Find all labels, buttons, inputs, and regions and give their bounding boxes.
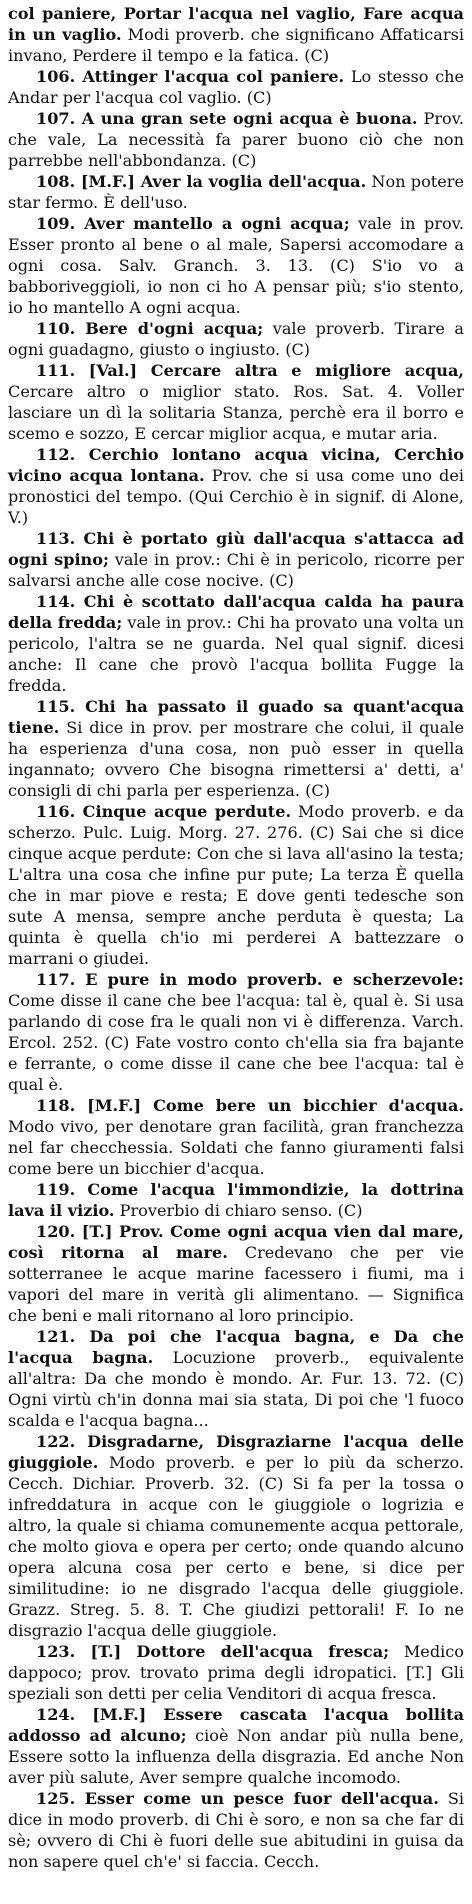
entry-number: 118. <box>36 1096 76 1115</box>
dictionary-entry <box>8 1431 464 1641</box>
entry-headword: Da poi che l'acqua bagna, e Da che l'acqua bagna. <box>8 1327 464 1367</box>
entry-text: Modo proverb. e da scherzo. Pulc. Luig. Morg. 27. 276. (C) Sai che si dice cinque acque perdute: Con che si lava all'asino la testa; L'altra una cosa che infine pur pute; La terza È quella che in mar piove e resta; E dove genti tedesche son sute A mensa, sempre anche perduta è questa; La quinta è quella ch'io mi perderei A battezzare o marrani o giudei. <box>8 802 464 968</box>
dictionary-entry <box>8 528 464 591</box>
entry-headword: Bere d'ogni acqua; <box>75 319 264 338</box>
entry-headword: [T.] Dottore dell'acqua fresca; <box>75 1642 390 1661</box>
entry-headword: Cinque acque perdute. <box>75 802 292 821</box>
entry-text: Lo stesso che Andar per l'acqua col vaglio. (C) <box>8 67 465 107</box>
entry-number: 106. <box>36 67 76 86</box>
dictionary-entry <box>8 1179 464 1221</box>
entry-number: 107. <box>36 109 76 128</box>
entry-headword: [M.F.] Essere cascata l'acqua bollita addosso ad alcuno; <box>8 1705 464 1745</box>
entry-headword: Esser come un pesce fuor dell'acqua. <box>75 1789 439 1808</box>
entry-text: Prov. che si usa come uno dei pronostici del tempo. (Qui Cerchio è in signif. di Alone, V.) <box>8 466 464 527</box>
entry-text: Si dice in modo proverb. di Chi è soro, e non sa che far di sè; ovvero di Chi è fuori delle sue abitudini in guisa da non sapere quel ch'e' si faccia. Cecch. <box>8 1789 464 1871</box>
dictionary-entry <box>8 591 464 696</box>
entry-headword: [M.F.] Come bere un bicchier d'acqua. <box>75 1096 464 1115</box>
dictionary-entry <box>8 213 464 318</box>
dictionary-entry <box>8 3 464 66</box>
dictionary-entry <box>8 801 464 969</box>
entry-headword: E pure in modo proverb. e scherzevole: <box>75 970 464 989</box>
entry-text: Credevano che per vie sotterranee le acque marine facessero i fiumi, ma i vapori del mare in verità gli alimentano. — Significa che beni e mali ritornano al loro principio. <box>8 1243 464 1325</box>
dictionary-entry <box>8 318 464 360</box>
dictionary-entry <box>8 171 464 213</box>
dictionary-entry <box>8 360 464 444</box>
dictionary-entry <box>8 1788 464 1872</box>
dictionary-entry <box>8 444 464 528</box>
entry-headword: Attinger l'acqua col paniere. <box>75 67 345 86</box>
dictionary-entry <box>8 1641 464 1704</box>
dictionary-entry <box>8 969 464 1095</box>
entry-number: 120. <box>36 1222 76 1241</box>
entry-number: 117. <box>36 970 76 989</box>
entry-number: 115. <box>36 697 76 716</box>
dictionary-entry <box>8 1095 464 1179</box>
entry-number: 119. <box>36 1180 76 1199</box>
entry-number: 124. <box>36 1705 76 1724</box>
entry-text: Come disse il cane che bee l'acqua: tal è, qual è. Si usa parlando di cose fra le quali non vi è differenza. Varch. Ercol. 252. (C) Fate vostro conto ch'ella sia fra bajante e ferrante, o come disse il cane che bee l'acqua: tal è qual è. <box>8 991 464 1094</box>
entry-number: 116. <box>36 802 76 821</box>
entry-headword: [Val.] Cercare altra e migliore acqua, <box>75 361 464 380</box>
entry-text: Si dice in prov. per mostrare che colui, il quale ha esperienza d'una cosa, non può esser in quella ingannato; ovvero Che bisogna rimettersi a' detti, a' consigli di chi parla per esperienza. (C) <box>8 718 464 800</box>
dictionary-entry <box>8 1221 464 1326</box>
dictionary-entry <box>8 696 464 801</box>
entry-number: 114. <box>36 592 76 611</box>
entry-headword: Cerchio lontano acqua vicina, Cerchio vicino acqua lontana. <box>8 445 464 485</box>
entry-number: 121. <box>36 1327 76 1346</box>
dictionary-entry <box>8 66 464 108</box>
entry-headword: Chi è scottato dall'acqua calda ha paura della fredda; <box>8 592 464 632</box>
entry-text: vale in prov. Esser pronto al bene o al male, Sapersi accomodare a ogni cosa. Salv. Granch. 3. 13. (C) S'io vo a babboriveggioli, io non ci ho A pensar più; s'io stento, io ho mantello A ogni acqua. <box>8 214 465 317</box>
entry-headword: [M.F.] Aver la voglia dell'acqua. <box>75 172 367 191</box>
entry-number: 109. <box>36 214 76 233</box>
entry-text: Proverbio di chiaro senso. (C) <box>114 1201 363 1220</box>
entry-text: vale proverb. Tirare a ogni guadagno, giusto o ingiusto. (C) <box>8 319 464 359</box>
entry-headword: Chi è portato giù dall'acqua s'attacca ad ogni spino; <box>8 529 464 569</box>
entry-text: vale in prov.: Chi è in pericolo, ricorre per salvarsi anche alle cose nocive. (C) <box>8 550 464 590</box>
entry-text: Modo vivo, per denotare gran facilità, gran franchezza nel far checchessia. Soldati che fanno giuramenti falsi come bere un bicchier d'acqua. <box>8 1117 464 1178</box>
entry-headword: Chi ha passato il guado sa quant'acqua tiene. <box>8 697 464 737</box>
dictionary-entry <box>8 108 464 171</box>
entry-headword: col paniere, Portar l'acqua nel vaglio, Fare acqua in un vaglio. <box>8 4 464 44</box>
entry-list <box>8 3 464 1872</box>
dictionary-entry <box>8 1704 464 1788</box>
entry-text: cioè Non andar più nulla bene, Essere sotto la influenza della disgrazia. Ed anche Non aver più salute, Aver sempre qualche incomodo. <box>8 1726 464 1787</box>
entry-number: 110. <box>36 319 76 338</box>
entry-text: Cercare altro o miglior stato. Ros. Sat. 4. Voller lasciare un dì la solitaria Stanza, perchè era il borro e scemo e sozzo, E cercar miglior acqua, e mutar aria. <box>8 382 464 443</box>
entry-text: vale in prov.: Chi ha provato una volta un pericolo, l'altra se ne guarda. Nel qual signif. dicesi anche: Il cane che provò l'acqua bollita Fugge la fredda. <box>8 613 464 695</box>
entry-number: 123. <box>36 1642 76 1661</box>
dictionary-entry <box>8 1326 464 1431</box>
entry-headword: Disgradarne, Disgraziarne l'acqua delle giuggiole. <box>8 1432 464 1472</box>
entry-number: 111. <box>36 361 76 380</box>
entry-text: Non potere star fermo. È dell'uso. <box>8 172 464 212</box>
entry-text: Modo proverb. e per lo più da scherzo. Cecch. Dichiar. Proverb. 32. (C) Si fa per la tossa o infreddatura in acque con le giuggiole o logrizia e altro, la quale si chiama comunemente acqua pettorale, che molto giova e opera per certo; onde quando alcuno opera alcuna cosa per certo e bene, si dice per similitudine: io ne disgrado l'acqua delle giuggiole. Grazz. Streg. 5. 8. T. Che giudizi pettorali! F. Io ne disgrazio l'acqua delle giuggiole. <box>8 1453 464 1640</box>
entry-text: Modi proverb. che significano Affaticarsi invano, Perdere il tempo e la fatica. (C) <box>8 25 464 65</box>
entry-text: Prov. che vale, La necessità fa parer buono ciò che non parrebbe nell'abbondanza. (C) <box>8 109 465 170</box>
entry-number: 125. <box>36 1789 76 1808</box>
entry-headword: Aver mantello a ogni acqua; <box>75 214 350 233</box>
entry-headword: A una gran sete ogni acqua è buona. <box>75 109 418 128</box>
entry-number: 108. <box>36 172 76 191</box>
entry-headword: Come l'acqua l'immondizie, la dottrina lava il vizio. <box>8 1180 464 1220</box>
entry-number: 122. <box>36 1432 76 1451</box>
entry-number: 112. <box>36 445 76 464</box>
entry-number: 113. <box>36 529 76 548</box>
entry-headword: [T.] Prov. Come ogni acqua vien dal mare, così ritorna al mare. <box>8 1222 464 1262</box>
entry-text: Medico dappoco; prov. trovato prima degli idropatici. [T.] Gli speziali son detti per celia Venditori di acqua fresca. <box>8 1642 464 1703</box>
entry-text: Locuzione proverb., equivalente all'altra: Da che mondo è mondo. Ar. Fur. 13. 72. (C) Ogni virtù ch'in donna mai sia stata, Di poi che 'l fuoco scalda e l'acqua bagna... <box>8 1348 464 1430</box>
